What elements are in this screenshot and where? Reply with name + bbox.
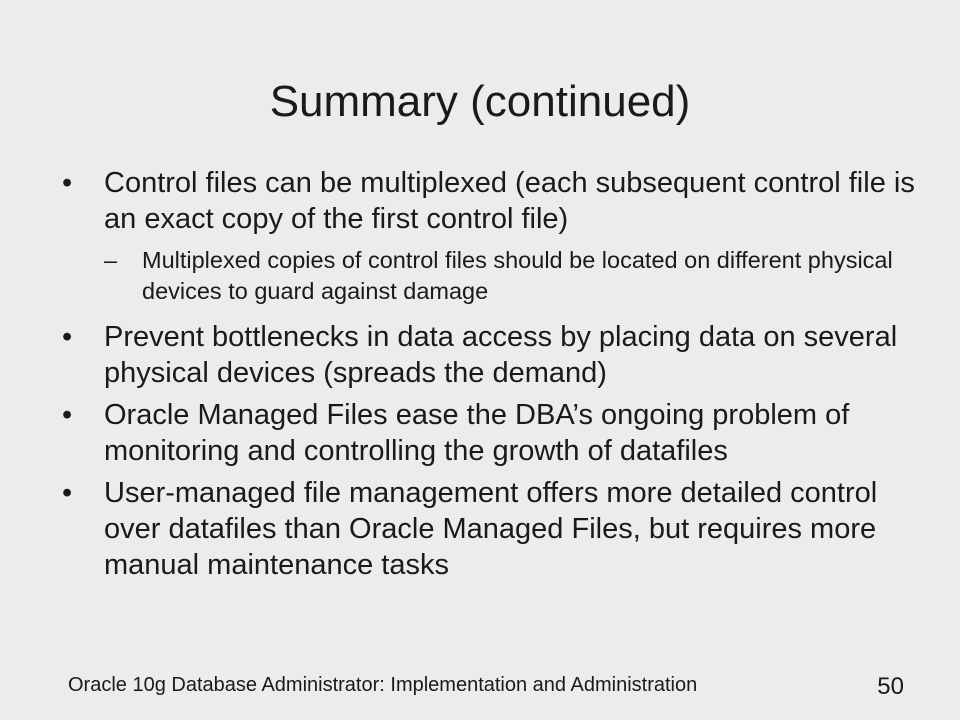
sub-bullet-text: Multiplexed copies of control files should be located on different physical devices to guard against damage — [142, 247, 893, 304]
bullet-text: Prevent bottlenecks in data access by placing data on several physical devices (spreads the demand) — [104, 321, 898, 389]
bullet-item — [60, 165, 920, 237]
bullet-text: Oracle Managed Files ease the DBA’s ongoing problem of monitoring and controlling the growth of datafiles — [104, 399, 850, 467]
sub-bullet-marker: – — [104, 247, 118, 273]
sub-bullet-item — [104, 245, 920, 307]
slide-title: Summary (continued) — [269, 77, 691, 126]
bullet-list — [60, 165, 920, 589]
slide-footer: Oracle 10g Database Administrator: Implementation and Administration — [68, 674, 698, 696]
bullet-item — [60, 319, 920, 391]
page-number: 50 — [877, 673, 904, 700]
bullet-item — [60, 397, 920, 469]
bullet-marker: • — [62, 477, 73, 509]
bullet-marker: • — [62, 321, 73, 353]
bullet-text: User-managed file management offers more detailed control over datafiles than Oracle Managed Files, but requires more manual maintenance tasks — [104, 477, 878, 581]
bullet-text: Control files can be multiplexed (each subsequent control file is an exact copy of the first control file) — [104, 167, 915, 235]
bullet-marker: • — [62, 167, 73, 199]
bullet-marker: • — [62, 399, 73, 431]
bullet-item — [60, 475, 920, 583]
